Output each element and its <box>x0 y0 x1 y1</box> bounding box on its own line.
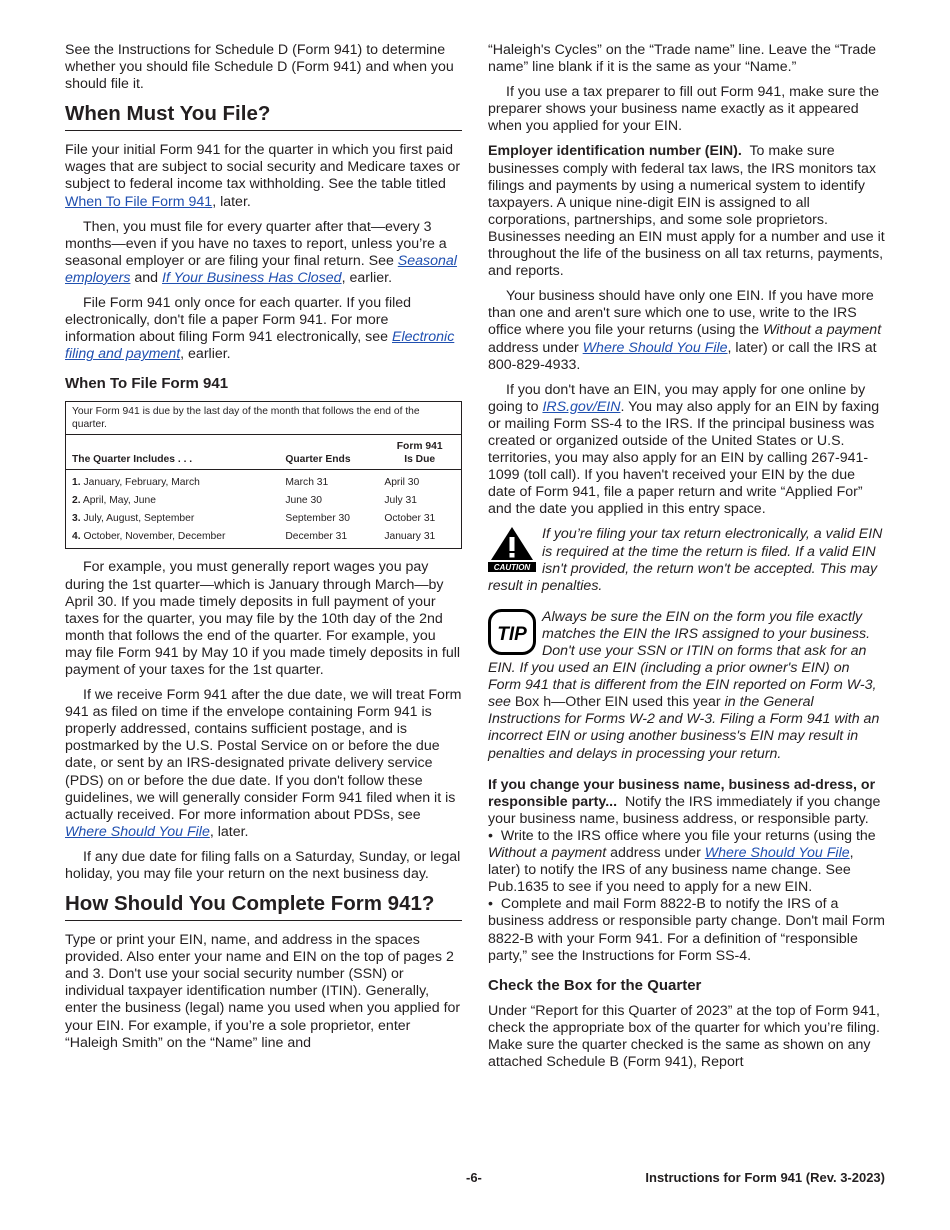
when-must-you-file-heading: When Must You File? <box>65 101 462 131</box>
table-row <box>66 492 462 510</box>
check-box-heading: Check the Box for the Quarter <box>488 976 702 994</box>
quarter-ends-cell: December 31 <box>285 531 348 543</box>
quarter-ends-cell: March 31 <box>285 477 329 489</box>
col-quarter-ends: Quarter Ends <box>279 435 378 470</box>
table-row <box>66 470 462 493</box>
postmark-paragraph: If we receive Form 941 after the due date, we will treat Form 941 as filed on time if the envelope containing Form 941 is properly addressed, contains sufficient postage, and is postmarked by the U.S. Postal Service on or before the due date, or sent by an IRS-designated private delivery service (PDS) on or before the due date. If you don't follow these guidelines, we will generally consider Form 941 filed when it is actually received. For more information about PDSs, see Where Should You File, later. <box>65 687 462 840</box>
bullet-write-irs: • Write to the IRS office where you file your returns (using the Without a payment address under Where Should You File, later) to notify the IRS of any business name change. See Pub.1635 to see if you need to apply for a new EIN. <box>488 827 876 896</box>
every-quarter-paragraph: Then, you must file for every quarter after that—every 3 months—even if you have no taxes to report, unless you’re a seasonal employer or are filing your final return. See Seasonal employers and If Your Business Has Closed, earlier. <box>65 218 457 286</box>
page-number: -6- <box>466 1170 482 1185</box>
example-paragraph: For example, you must generally report wages you pay during the 1st quarter—which is January through March—by April 30. If you made timely deposits in full payment of your taxes for the quarter, you may file by the 10th day of the 2nd month that follows the end of the quarter. For example, you may file Form 941 by May 10 if you made timely deposits in full payment of your taxes for the 1st quarter. <box>65 559 461 678</box>
quarter-paragraph: Under “Report for this Quarter of 2023” at the top of Form 941, check the appropriate box of the quarter for which you’re filing. Make sure the quarter checked is the same as shown on any attached Schedule B (Form 941), Report <box>488 1002 880 1070</box>
col-quarter-includes: The Quarter Includes . . . <box>66 435 280 470</box>
type-or-print-paragraph: Type or print your EIN, name, and address in the spaces provided. Also enter your name and EIN on the top of pages 2 and 3. Don't use your social security number (SSN) or individual taxpayer identification number (ITIN). Generally, enter the business (legal) name you used when you applied for your EIN. For example, if you’re a sole proprietor, enter “Haleigh Smith” on the “Name” line and <box>65 932 461 1051</box>
how-complete-heading: How Should You Complete Form 941? <box>65 891 462 921</box>
quarter-months-cell: 4. October, November, December <box>72 531 226 543</box>
where-should-you-file-link[interactable]: Where Should You File <box>65 823 210 840</box>
due-date-table <box>65 401 462 549</box>
holiday-paragraph: If any due date for filing falls on a Saturday, Sunday, or legal holiday, you may file your return on the next business day. <box>65 848 461 882</box>
one-ein-paragraph: Your business should have only one EIN. If you have more than one and aren't sure which one to use, write to the IRS office where you file your returns (using the Without a payment address under Where Should You File, later) or call the IRS at 800-829-4933. <box>488 288 882 373</box>
due-date-cell: January 31 <box>384 531 436 543</box>
schedule-d-intro: See the Instructions for Schedule D (Form 941) to determine whether you should file Schedule D (Form 941) and when you should file it. <box>65 42 454 93</box>
ein-paragraph: Employer identification number (EIN). To make sure businesses comply with federal tax laws, the IRS monitors tax filings and payments by using a numerical system to identify taxpayers. A unique nine-digit EIN is assigned to all corporations, partnerships, and some sole proprietors. Businesses needing an EIN must apply for a number and use it throughout the life of the business on all tax returns, payments, and reports. <box>488 143 885 280</box>
footer-title: Instructions for Form 941 (Rev. 3-2023) <box>645 1170 885 1185</box>
table-caption: Your Form 941 is due by the last day of the month that follows the end of the quarter. <box>66 402 462 435</box>
table-row <box>66 510 462 528</box>
when-to-file-table-heading: When To File Form 941 <box>65 375 229 393</box>
trade-name-paragraph: “Haleigh's Cycles” on the “Trade name” line. Leave the “Trade name” line blank if it is the same as your “Name.” <box>488 42 877 76</box>
electronic-filing-link[interactable]: Electronic filing and payment <box>65 329 455 363</box>
quarter-months-cell: 1. January, February, March <box>72 477 200 489</box>
ein-run-in-heading: Employer identification number (EIN). <box>488 143 742 160</box>
quarter-ends-cell: June 30 <box>285 495 322 507</box>
due-date-cell: October 31 <box>384 513 436 525</box>
caution-text: If you’re filing your tax return electronically, a valid EIN is required at the time the return is filed. If a valid EIN isn't provided, the return won't be accepted. This may result in penalties. <box>488 526 883 594</box>
right-column <box>488 42 885 1079</box>
initial-filing-paragraph: File your initial Form 941 for the quarter in which you first paid wages that are subject to social security and Medicare taxes or subject to federal income tax withholding. See the table titled When To File Form 941, later. <box>65 142 461 210</box>
business-closed-link[interactable]: If Your Business Has Closed <box>162 269 342 286</box>
file-once-paragraph: File Form 941 only once for each quarter. If you filed electronically, don't file a paper Form 941. For more information about filing Form 941 electronically, see Electronic filing and payment, earlier. <box>65 295 455 363</box>
caution-notice <box>488 526 885 594</box>
change-business-paragraph: If you change your business name, business ad-dress, or responsible party... Notify the IRS immediately if you change your business name, business address, or responsible party. <box>488 776 881 827</box>
table-row <box>66 528 462 549</box>
due-date-cell: April 30 <box>384 477 420 489</box>
caution-label: CAUTION <box>493 563 531 573</box>
left-column <box>65 42 462 1060</box>
where-should-you-file-link[interactable]: Where Should You File <box>582 339 728 356</box>
tip-notice: TIP Always be sure the EIN on the form you file exactly matches the EIN the IRS assigned to your business. Don't use your SSN or ITIN on forms that ask for an EIN. If you used an EIN (including a prior owner's EIN) on Form 941 that is different from the EIN reported on Form W-3, see Box h—Other EIN used this year in the General Instructions for Forms W-2 and W-3. Filing a Form 941 with an incorrect EIN or using another business's EIN may result in penalties and delays in processing your return. <box>488 608 880 762</box>
change-run-in-heading: If you change your business name, business ad-dress, or responsible party... <box>488 776 876 810</box>
tip-label: TIP <box>497 623 527 645</box>
col-form-due: Form 941 Is Due <box>378 435 461 470</box>
bullet-form-8822b: • Complete and mail Form 8822-B to notify the IRS of a business address or responsible party change. Don't mail Form 8822-B with your Form 941. For a definition of “responsible party,” see the Instructions for Form SS-4. <box>488 896 885 964</box>
quarter-months-cell: 3. July, August, September <box>72 513 195 525</box>
tax-preparer-paragraph: If you use a tax preparer to fill out Form 941, make sure the preparer shows your business name exactly as it appeared when you applied for your EIN. <box>488 84 879 135</box>
apply-ein-paragraph: If you don't have an EIN, you may apply for one online by going to IRS.gov/EIN. You may also apply for an EIN by faxing or mailing Form SS-4 to the IRS. If the principal business was created or organized outside of the United States or U.S. territories, you may also apply for an EIN by calling 267-941-1099 (toll call). If you haven't received your EIN by the due date of Form 941, file a paper return and write “Applied For” and the date you applied in this entry space. <box>488 381 880 518</box>
irs-gov-ein-link[interactable]: IRS.gov/EIN <box>542 398 621 415</box>
seasonal-employers-link[interactable]: Seasonal employers <box>65 252 457 286</box>
quarter-ends-cell: September 30 <box>285 513 351 525</box>
quarter-months-cell: 2. April, May, June <box>72 495 156 507</box>
caution-icon <box>488 526 536 572</box>
where-should-you-file-link[interactable]: Where Should You File <box>704 845 850 862</box>
due-date-cell: July 31 <box>384 495 417 507</box>
tip-icon <box>488 609 536 655</box>
when-to-file-link[interactable]: When To File Form 941 <box>65 193 213 210</box>
